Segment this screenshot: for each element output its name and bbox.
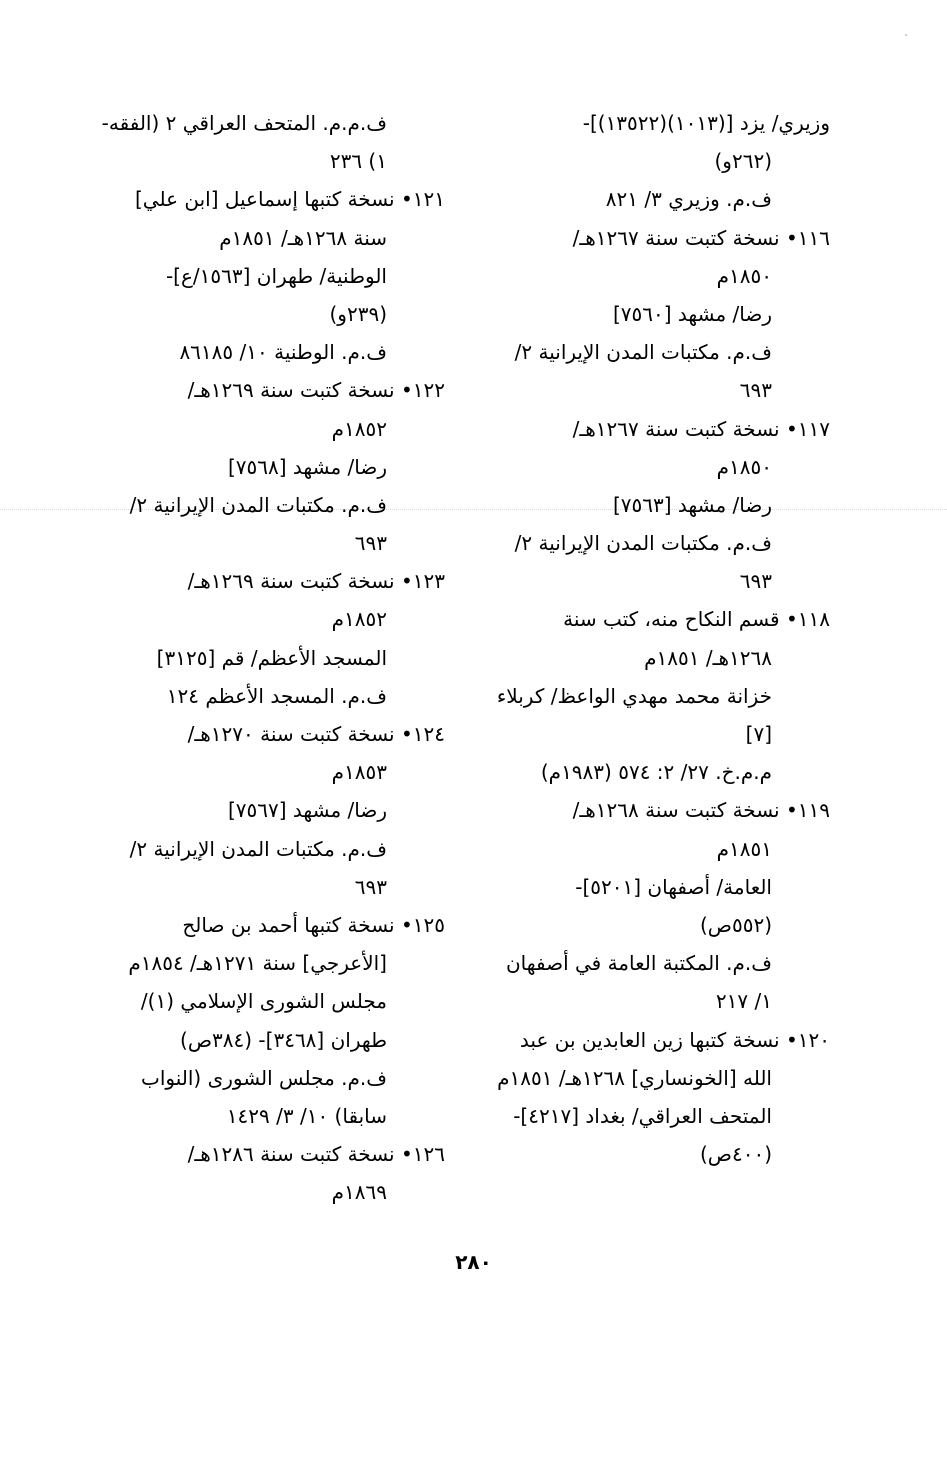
entry-first-line: ١٢٤• نسخة كتبت سنة ١٢٧٠هـ/ xyxy=(187,722,445,746)
entry-first-line: ١١٨• قسم النكاح منه، كتب سنة xyxy=(563,607,830,632)
entry-line: سنة ١٢٦٨هـ/ ١٨٥١م xyxy=(219,225,387,250)
entry-line: ف.م. مجلس الشورى (النواب xyxy=(141,1065,387,1090)
entry-first-line: وزيري/ يزد [(١٠١٣)(١٣٥٢٢)]- xyxy=(582,111,830,135)
entry-line: ٦٩٣ xyxy=(739,569,772,594)
entry-first-line: ١١٧• نسخة كتبت سنة ١٢٦٧هـ/ xyxy=(572,416,830,441)
entry-line: ف.م. مكتبات المدن الإيرانية ٢/ xyxy=(129,492,387,517)
entry-line: ١٨٥٠م xyxy=(716,263,772,288)
entry-line: ١) ٢٣٦ xyxy=(329,149,387,174)
entry-line: ١٨٥٠م xyxy=(716,454,772,479)
entry-line: ١/ ٢١٧ xyxy=(715,989,772,1014)
entry-line: ف.م. المسجد الأعظم ١٢٤ xyxy=(166,683,387,708)
entry-line: المتحف العراقي/ بغداد [٤٢١٧]- xyxy=(513,1103,772,1128)
entry-line: ف.م.م. المتحف العراقي ٢ (الفقه- xyxy=(101,111,387,135)
entry-line: ٦٩٣ xyxy=(354,874,387,899)
entry-line: م.م.خ. ٢٧/ ٢: ٥٧٤ (١٩٨٣م) xyxy=(540,760,772,785)
entry-line: ١٨٥٣م xyxy=(331,760,387,785)
entry-first-line: ١٢٣• نسخة كتبت سنة ١٢٦٩هـ/ xyxy=(187,569,445,594)
entry-first-line: ١٢٢• نسخة كتبت سنة ١٢٦٩هـ/ xyxy=(187,378,445,403)
entry-line: ف.م. مكتبات المدن الإيرانية ٢/ xyxy=(514,340,772,365)
entry-line: ١٨٥١م xyxy=(716,836,772,861)
entry-first-line: ١١٦• نسخة كتبت سنة ١٢٦٧هـ/ xyxy=(572,225,830,250)
page-number: ٢٨٠ xyxy=(455,1250,492,1274)
entry-line: خزانة محمد مهدي الواعظ/ كربلاء xyxy=(496,683,772,708)
entry-line: (٢٣٩و) xyxy=(329,301,387,326)
entry-line: [٧] xyxy=(745,722,772,746)
entry-line: ف.م. المكتبة العامة في أصفهان xyxy=(505,951,772,976)
entry-line: ف.م. وزيري ٣/ ٨٢١ xyxy=(605,187,772,212)
entry-line: رضا/ مشهد [٧٥٦٠] xyxy=(612,301,772,326)
entry-line: ١٨٥٢م xyxy=(331,416,387,441)
entry-line: [الأعرجي] سنة ١٢٧١هـ/ ١٨٥٤م xyxy=(128,951,387,976)
entry-line: ٦٩٣ xyxy=(354,531,387,556)
entry-first-line: ١٢١• نسخة كتبها إسماعيل [ابن علي] xyxy=(134,187,445,212)
entry-line: الوطنية/ طهران [١٥٦٣/ع]- xyxy=(165,263,387,288)
entry-line: ف.م. مكتبات المدن الإيرانية ٢/ xyxy=(514,531,772,556)
entry-first-line: ١١٩• نسخة كتبت سنة ١٢٦٨هـ/ xyxy=(572,798,830,823)
entry-line: رضا/ مشهد [٧٥٦٨] xyxy=(227,454,387,479)
entry-line: رضا/ مشهد [٧٥٦٣] xyxy=(612,492,772,517)
entry-line: ف.م. مكتبات المدن الإيرانية ٢/ xyxy=(129,836,387,861)
entry-line: (٥٥٢ص) xyxy=(699,912,772,937)
entry-line: مجلس الشورى الإسلامي (١)/ xyxy=(140,989,387,1014)
entry-line: ٦٩٣ xyxy=(739,378,772,403)
entry-line: المسجد الأعظم/ قم [٣١٢٥] xyxy=(156,645,387,670)
scan-speck xyxy=(905,34,907,36)
entry-line: (٤٠٠ص) xyxy=(699,1142,772,1167)
entry-line: (٢٦٢و) xyxy=(714,149,772,174)
entry-line: رضا/ مشهد [٧٥٦٧] xyxy=(227,798,387,823)
entry-line: ف.م. الوطنية ١٠/ ٨٦١٨٥ xyxy=(179,340,387,365)
right-column xyxy=(490,104,830,1173)
entry-first-line: ١٢٦• نسخة كتبت سنة ١٢٨٦هـ/ xyxy=(187,1142,445,1167)
entry-first-line: ١٢٠• نسخة كتبها زين العابدين بن عبد xyxy=(519,1027,830,1052)
entry-line: ١٢٦٨هـ/ ١٨٥١م xyxy=(644,645,772,670)
left-column xyxy=(100,104,445,1211)
entry-line: العامة/ أصفهان [٥٢٠١]- xyxy=(575,874,772,899)
entry-line: سابقا) ١٠/ ٣/ ١٤٢٩ xyxy=(226,1103,387,1128)
entry-line: الله [الخونساري] ١٢٦٨هـ/ ١٨٥١م xyxy=(497,1065,772,1090)
entry-first-line: ١٢٥• نسخة كتبها أحمد بن صالح xyxy=(182,912,445,937)
entry-line: طهران [٣٤٦٨]- (٣٨٤ص) xyxy=(180,1027,387,1052)
entry-line: ١٨٦٩م xyxy=(331,1180,387,1205)
entry-line: ١٨٥٢م xyxy=(331,607,387,632)
